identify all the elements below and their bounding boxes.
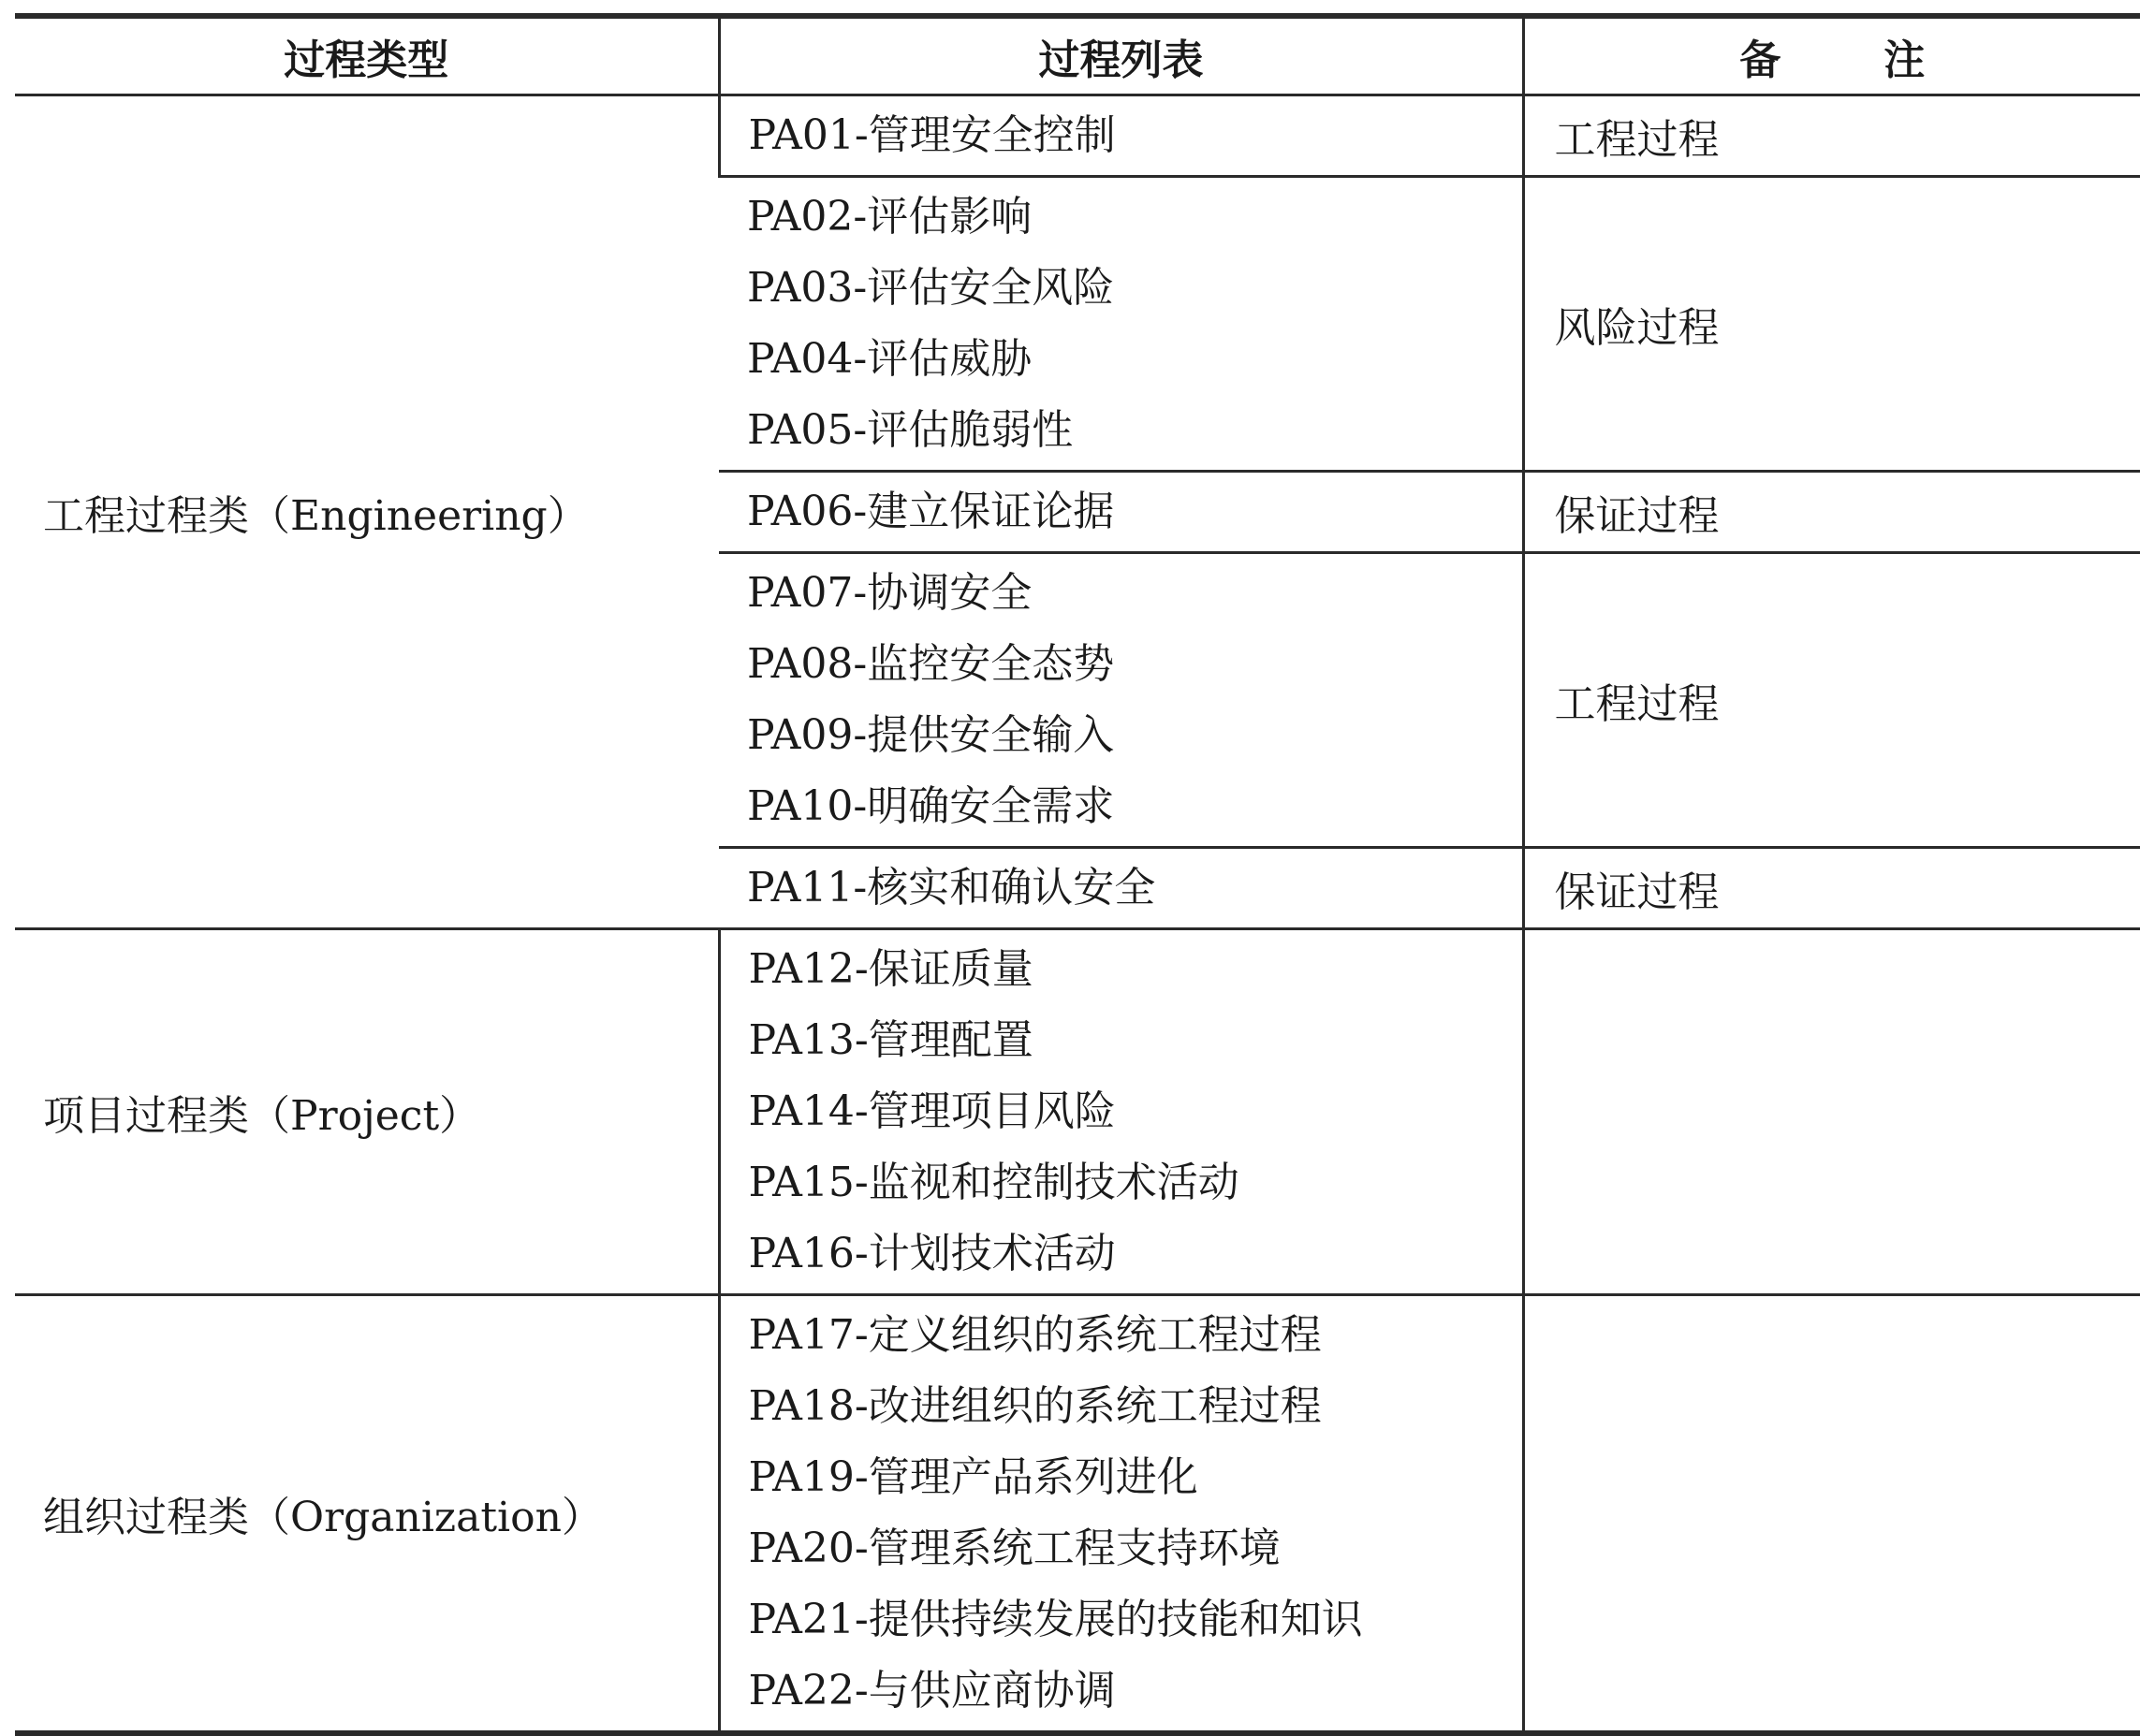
- process-item: PA10-明确安全需求: [747, 782, 1115, 830]
- table-row: [15, 929, 2140, 1295]
- process-list-cell: [719, 95, 1523, 177]
- process-item: PA21-提供持续发展的技能和知识: [748, 1596, 1363, 1643]
- header-notes-char-1: 备: [1739, 36, 1781, 84]
- note-cell: [1523, 1295, 2140, 1734]
- process-item: PA18-改进组织的系统工程过程: [748, 1382, 1322, 1430]
- process-item: PA09-提供安全输入: [747, 711, 1115, 759]
- process-item: PA02-评估影响: [747, 193, 1033, 241]
- process-item: PA14-管理项目风险: [748, 1087, 1116, 1135]
- process-item: PA08-监控安全态势: [747, 640, 1115, 688]
- note-cell: 工程过程: [1523, 553, 2140, 848]
- process-item: PA06-建立保证论据: [747, 488, 1115, 535]
- process-item: PA17-定义组织的系统工程过程: [748, 1311, 1322, 1359]
- note-cell: 工程过程: [1523, 95, 2140, 177]
- process-list-cell: [719, 472, 1523, 553]
- process-item: PA19-管理产品系列进化: [748, 1453, 1198, 1501]
- header-process-list: 过程列表: [719, 16, 1523, 95]
- process-item: PA20-管理系统工程支持环境: [748, 1524, 1281, 1572]
- header-process-type: 过程类型: [15, 16, 719, 95]
- process-table: [15, 13, 2140, 1736]
- process-type-cell: 工程过程类（Engineering）: [15, 95, 719, 929]
- note-cell: [1523, 929, 2140, 1295]
- table-row: [15, 95, 2140, 177]
- process-item: PA22-与供应商协调: [748, 1667, 1116, 1714]
- process-item: PA11-核实和确认安全: [747, 864, 1156, 912]
- process-item: PA03-评估安全风险: [747, 264, 1115, 312]
- process-list-cell: [719, 1295, 1523, 1734]
- process-list-cell: [719, 929, 1523, 1295]
- process-item: PA15-监视和控制技术活动: [748, 1159, 1239, 1206]
- process-type-cell: 组织过程类（Organization）: [43, 1494, 603, 1541]
- note-cell: 保证过程: [1523, 848, 2140, 929]
- process-item: PA13-管理配置: [748, 1016, 1033, 1064]
- process-item: PA07-协调安全: [747, 569, 1033, 617]
- table-row: [15, 1295, 2140, 1734]
- header-row: [15, 16, 2140, 95]
- process-item: PA05-评估脆弱性: [747, 406, 1074, 454]
- process-type-cell: 项目过程类（Project）: [15, 929, 719, 1295]
- header-notes: [1523, 16, 2140, 95]
- process-list-cell: [719, 848, 1523, 929]
- header-notes-char-2: 注: [1883, 36, 1926, 84]
- note-cell: 保证过程: [1523, 472, 2140, 553]
- process-item: PA16-计划技术活动: [748, 1230, 1116, 1277]
- process-list-cell: [719, 177, 1523, 472]
- process-item: PA12-保证质量: [748, 945, 1033, 993]
- process-list-cell: [719, 553, 1523, 848]
- process-table-container: [15, 13, 2140, 1736]
- process-item: PA01-管理安全控制: [748, 111, 1116, 159]
- note-cell: 风险过程: [1523, 177, 2140, 472]
- process-item: PA04-评估威胁: [747, 335, 1033, 383]
